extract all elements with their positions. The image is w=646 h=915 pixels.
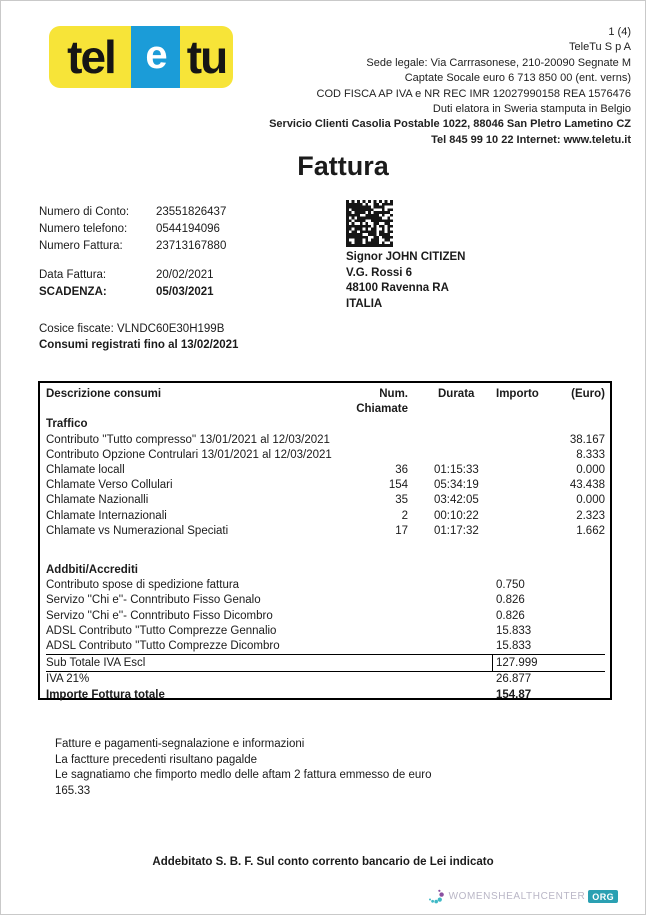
cell-importo <box>496 509 554 524</box>
qr-code <box>346 200 393 247</box>
table-row <box>46 609 605 624</box>
logo-text-tu: tu <box>186 31 227 83</box>
table-row <box>46 639 605 654</box>
account-info <box>39 204 226 255</box>
cell-euro <box>554 593 605 608</box>
consumi-registrati: Consumi registrati fino al 13/02/2021 <box>39 339 239 351</box>
iva-value: 26.877 <box>496 673 532 686</box>
watermark-text: WOMENSHEALTHCENTER <box>448 891 586 902</box>
cell-durata: 05:34:19 <box>434 479 479 492</box>
iva-label: IVA 21% <box>46 673 90 686</box>
document-title: Fattura <box>297 151 389 181</box>
header-descrizione: Descrizione consumi <box>46 388 162 400</box>
field-row <box>39 221 226 238</box>
cell-num-chiamate: 17 <box>395 524 408 537</box>
subtotal-row <box>46 654 605 672</box>
field-label: SCADENZA: <box>39 286 107 298</box>
consumption-table <box>38 381 612 700</box>
cell-description: Contributo ''Tutto compresso'' 13/01/2021 al 12/03/2021 <box>46 433 330 446</box>
cell-durata <box>408 578 496 593</box>
cell-importo <box>496 493 554 508</box>
cell-euro <box>554 639 605 654</box>
cell-num-chiamate <box>346 624 408 639</box>
cell-num-chiamate: 154 <box>388 479 408 492</box>
field-row <box>39 284 214 301</box>
cell-importo: 0.826 <box>496 594 525 607</box>
teletu-logo <box>49 26 233 88</box>
text-line: V.G. Rossi 6 <box>346 266 413 279</box>
text-line: ITALIA <box>346 297 383 310</box>
cell-description: Chlamate Internazionali <box>46 509 167 522</box>
subtotal-label: Sub Totale IVA Escl <box>46 657 146 670</box>
field-value: 05/03/2021 <box>156 286 214 298</box>
invoice-dates <box>39 267 214 301</box>
cell-euro: 0.000 <box>576 464 605 477</box>
cell-durata: 01:15:33 <box>434 464 479 477</box>
cell-num-chiamate: 35 <box>395 494 408 507</box>
codice-fiscale: Cosice fiscate: VLNDC60E30H199B <box>39 323 225 335</box>
cell-durata <box>408 624 496 639</box>
watermark-org-badge: ORG <box>588 890 618 903</box>
text-line: Fatture e pagamenti-segnalazione e informazioni <box>55 738 305 750</box>
table-row <box>46 463 605 478</box>
cell-importo: 15.833 <box>496 624 532 637</box>
text-line: Le sagnatiamo che fimporto medlo delle aftam 2 fattura emmesso de euro <box>55 769 432 782</box>
field-label: Numero Fattura: <box>39 240 123 252</box>
cell-num-chiamate <box>346 433 408 448</box>
table-header-row <box>46 387 605 417</box>
cell-description: Chlamate locall <box>46 464 125 477</box>
table-row <box>46 578 605 593</box>
addbiti-rows <box>46 578 605 654</box>
field-value: 23551826437 <box>156 206 227 218</box>
table-row <box>46 509 605 524</box>
field-label: Numero di Conto: <box>39 206 130 218</box>
total-label: Importe Fottura totale <box>46 689 165 702</box>
text-line: Signor JOHN CITIZEN <box>346 251 466 263</box>
field-value: 0544194096 <box>156 223 220 235</box>
cell-durata: 01:17:32 <box>434 524 479 537</box>
cell-description: ADSL Contributo ''Tutto Comprezze Dicombro <box>46 640 280 653</box>
field-value: 20/02/2021 <box>156 269 214 281</box>
table-row <box>46 524 605 539</box>
cell-euro: 0.000 <box>576 494 605 507</box>
field-label: Data Fattura: <box>39 269 107 281</box>
cell-num-chiamate: 36 <box>395 464 408 477</box>
cell-num-chiamate <box>346 609 408 624</box>
header-importo: Importo <box>496 388 539 400</box>
cell-euro: 2.323 <box>576 509 605 522</box>
cell-description: ADSL Contributo ''Tutto Comprezze Gennalio <box>46 624 277 637</box>
cell-description: Chlamate Nazionalli <box>46 494 149 507</box>
field-value: 23713167880 <box>156 240 227 252</box>
cell-importo: 0.750 <box>496 579 525 592</box>
header-durata: Durata <box>438 388 475 400</box>
text-line: 165.33 <box>55 784 91 797</box>
watermark <box>428 889 618 904</box>
text-line: La factture precedenti risultano pagalde <box>55 753 258 766</box>
customer-service-lines <box>269 117 631 148</box>
logo-text-tel: tel <box>67 31 115 83</box>
cell-durata: 00:10:22 <box>434 509 479 522</box>
cell-num-chiamate <box>346 448 408 463</box>
notes-block <box>55 737 432 799</box>
table-row <box>46 478 605 493</box>
cell-description: Chlamate Verso Collulari <box>46 479 173 492</box>
cell-importo <box>496 524 554 539</box>
cell-euro: 8.333 <box>576 448 605 461</box>
subtotal-value: 127.999 <box>492 655 554 671</box>
cell-description: Chlamate vs Numerazional Speciati <box>46 524 229 537</box>
cell-durata <box>408 433 496 448</box>
table-row <box>46 493 605 508</box>
field-row <box>39 267 214 284</box>
text-line: COD FISCA AP IVA e NR REC IMR 12027990158 REA 1576476 <box>316 87 631 100</box>
cell-euro: 1.662 <box>576 524 605 537</box>
table-row <box>46 624 605 639</box>
traffico-rows <box>46 433 605 539</box>
cell-num-chiamate <box>346 639 408 654</box>
total-value: 154.87 <box>496 689 532 702</box>
field-label: Numero telefono: <box>39 223 128 235</box>
cell-description: Contributo Opzione Contrulari 13/01/2021 al 12/03/2021 <box>46 448 332 461</box>
table-row <box>46 448 605 463</box>
field-row <box>39 204 226 221</box>
cell-description: Contributo spose di spedizione fattura <box>46 579 240 592</box>
cell-euro: 38.167 <box>569 433 605 446</box>
cell-durata: 03:42:05 <box>434 494 479 507</box>
recipient-address <box>346 250 465 312</box>
fiscal-info <box>39 321 238 353</box>
cell-num-chiamate <box>346 578 408 593</box>
payment-note: Addebitato S. B. F. Sul conto corrento bancario de Lei indicato <box>152 856 494 868</box>
field-row <box>39 238 226 255</box>
cell-durata <box>408 609 496 624</box>
header-euro: (Euro) <box>571 388 605 400</box>
cell-importo: 15.833 <box>496 640 532 653</box>
cell-euro <box>554 578 605 593</box>
table-row <box>46 433 605 448</box>
cell-durata <box>408 639 496 654</box>
company-header <box>269 25 631 148</box>
cell-importo <box>496 463 554 478</box>
text-line: Servicio Clienti Casolia Postable 1022, 88046 San Pletro Lametino CZ <box>269 118 631 131</box>
section-title-traffico: Traffico <box>46 418 88 431</box>
cell-durata <box>408 448 496 463</box>
logo-text-e: e <box>131 26 180 88</box>
cell-description: Servizo ''Chi e''- Conntributo Fisso Dicombro <box>46 609 273 622</box>
text-line: Tel 845 99 10 22 Internet: www.teletu.it <box>431 133 631 146</box>
text-line: Sede legale: Via Carrrasonese, 210-20090 Segnate M <box>366 56 631 69</box>
watermark-dots-icon <box>428 889 446 904</box>
header-num-chiamate: Num. Chiamate <box>356 388 408 416</box>
iva-row <box>46 672 605 687</box>
text-line: TeleTu S p A <box>569 41 631 54</box>
cell-importo <box>496 433 554 448</box>
company-info-lines <box>269 40 631 117</box>
page-number: 1 (4) <box>608 26 631 38</box>
cell-importo <box>496 478 554 493</box>
cell-euro <box>554 624 605 639</box>
qr-code-image <box>346 200 393 247</box>
table-row <box>46 593 605 608</box>
cell-euro: 43.438 <box>569 479 605 492</box>
cell-num-chiamate: 2 <box>401 509 408 522</box>
text-line: 48100 Ravenna RA <box>346 282 449 294</box>
cell-importo <box>496 448 554 463</box>
section-title-addbiti: Addbiti/Accrediti <box>46 564 139 577</box>
text-line: Captate Socale euro 6 713 850 00 (ent. verns) <box>404 72 631 85</box>
total-row <box>46 687 605 703</box>
cell-description: Servizo ''Chi e''- Conntributo Fisso Genalo <box>46 594 261 607</box>
text-line: Duti elatora in Sweria stamputa in Belgio <box>432 103 631 116</box>
cell-importo: 0.826 <box>496 609 525 622</box>
cell-euro <box>554 609 605 624</box>
cell-num-chiamate <box>346 593 408 608</box>
cell-durata <box>408 593 496 608</box>
